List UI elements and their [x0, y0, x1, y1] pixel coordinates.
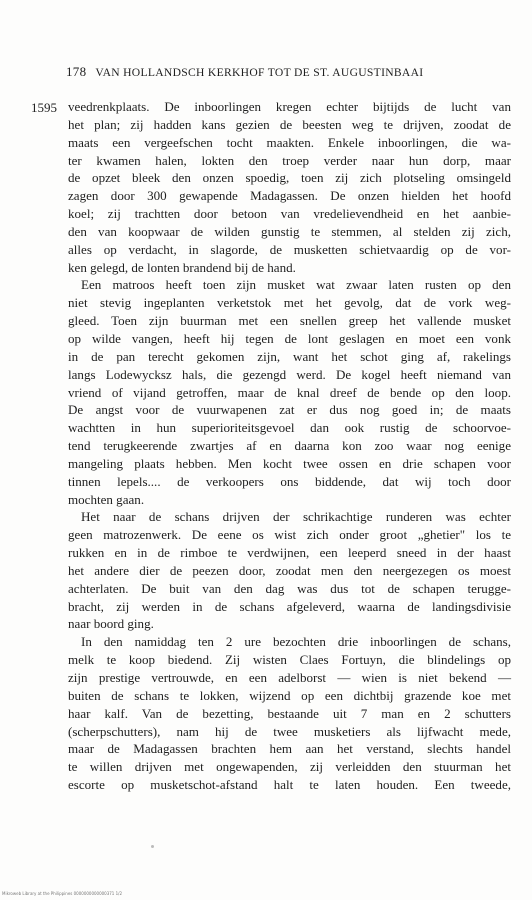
- text-line: bracht, zij werden in de schans afgeleverd, waarna de landingsdivisie: [68, 598, 511, 614]
- text-line: (scherpschutters), nam hij de twee musketiers als lijfwacht mede,: [68, 723, 511, 739]
- text-line: te willen drijven met ongewapenden, zij verleidden den stuurman het: [68, 759, 511, 775]
- marginal-year: 1595: [31, 100, 57, 115]
- text-line: melk te koop biedend. Zij wisten Claes Fortuyn, die blindelings op: [68, 652, 511, 668]
- text-line: achterlaten. De buit van den dag was dus tot de schapen terugge-: [68, 580, 511, 596]
- text-line: gleed. Toen zijn buurman met een snellen greep het vallende musket: [68, 313, 511, 329]
- text-line: haar kalf. Van de bezetting, bestaande uit 7 man en 2 schutters: [68, 705, 511, 721]
- text-line: veedrenkplaats. De inboorlingen kregen echter bijtijds de lucht van: [68, 99, 511, 114]
- running-header: [66, 64, 486, 80]
- text-line: maats een vergeefschen tocht maakten. Enkele inboorlingen, die wa-: [68, 134, 511, 150]
- text-line: De angst voor de vuurwapenen zat er dus nog goed in; de maats: [68, 402, 511, 418]
- text-line: Het naar de schans drijven der schrikachtige runderen was echter: [81, 509, 511, 525]
- text-line: wachtten in hun superioriteitsgevoel dan ook rustig de schoorvoe-: [68, 420, 511, 436]
- text-line: naar boord ging.: [68, 616, 154, 632]
- text-line: vriend of vijand getroffen, maar de knal dreef de bende op den loop.: [68, 384, 511, 400]
- text-line: rukken en in de rimboe te verdwijnen, een leeperd sneed in der haast: [68, 545, 511, 561]
- text-line: alles op verdacht, in slagorde, de musketten schietvaardig op de vor-: [68, 241, 511, 257]
- text-line: niet stevig ingeplanten verketstok met het gevolg, dat de vork weg-: [68, 295, 511, 311]
- scan-footer: Mikroweb Library at the Philippines 0000000000000371 1/2: [2, 891, 123, 896]
- text-line: ter kwamen halen, lokten den troep verder naar hun dorp, maar: [68, 152, 511, 168]
- text-line: den van koopwaar de wilden gunstig te stemmen, al stelden zij zich,: [68, 223, 511, 239]
- text-line: buiten de schans te lokken, wijzend op een dichtbij grazende koe met: [68, 687, 511, 703]
- text-line: in de pan terecht gekomen zijn, want het schot ging af, rakelings: [68, 348, 511, 364]
- text-line: tinnen lepels.... de verkoopers ons biddende, dat wij toch door: [68, 473, 511, 489]
- text-line: escorte op musketschot-afstand halt te laten houden. Een tweede,: [68, 777, 511, 793]
- text-line: het andere dier de peezen door, zoodat men den neergezegen os moest: [68, 562, 511, 578]
- text-line: mochten gaan.: [68, 491, 145, 507]
- text-line: koel; zij trachtten door betoon van vredelievendheid en het aanbie-: [68, 206, 511, 222]
- text-line: op wilde vangen, heeft hij tegen de lont geslagen en moet een vonk: [68, 330, 511, 346]
- text-line: geen matrozenwerk. De eene os wist zich onder groot „ghetier" los te: [68, 527, 511, 543]
- text-line: zagen door 300 gewapende Madagassen. De onzen hielden het hoofd: [68, 188, 511, 204]
- ink-speck: [151, 845, 154, 848]
- text-line: zijn prestige vertrouwde, en een adelborst — wien is niet bekend —: [68, 670, 511, 685]
- page-number: 178: [66, 64, 87, 79]
- body-text: [68, 98, 511, 794]
- text-line: mangeling plaats hebben. Men kocht twee ossen en drie schapen voor: [68, 455, 511, 471]
- running-title: VAN HOLLANDSCH KERKHOF TOT DE ST. AUGUSTINBAAI: [95, 66, 424, 79]
- text-line: langs Lodewycksz hals, die gezengd werd. De kogel heeft niemand van: [68, 366, 511, 382]
- text-line: de opzet bleek den onzen spoedig, toen zij zich plotseling omsingeld: [68, 170, 511, 186]
- text-line: tend terugkeerende zwartjes af en daarna kon zoo waar nog eenige: [68, 438, 511, 454]
- text-line: het plan; zij hadden kans gezien de beesten weg te drijven, zoodat de: [68, 116, 511, 132]
- text-line: In den namiddag ten 2 ure bezochten drie inboorlingen de schans,: [81, 634, 511, 650]
- text-line: maar de Madagassen brachten hem aan het verstand, slechts handel: [68, 741, 511, 757]
- text-line: Een matroos heeft toen zijn musket wat zwaar laten rusten op den: [81, 277, 511, 293]
- text-line: ken gelegd, de lonten brandend bij de hand.: [68, 259, 296, 275]
